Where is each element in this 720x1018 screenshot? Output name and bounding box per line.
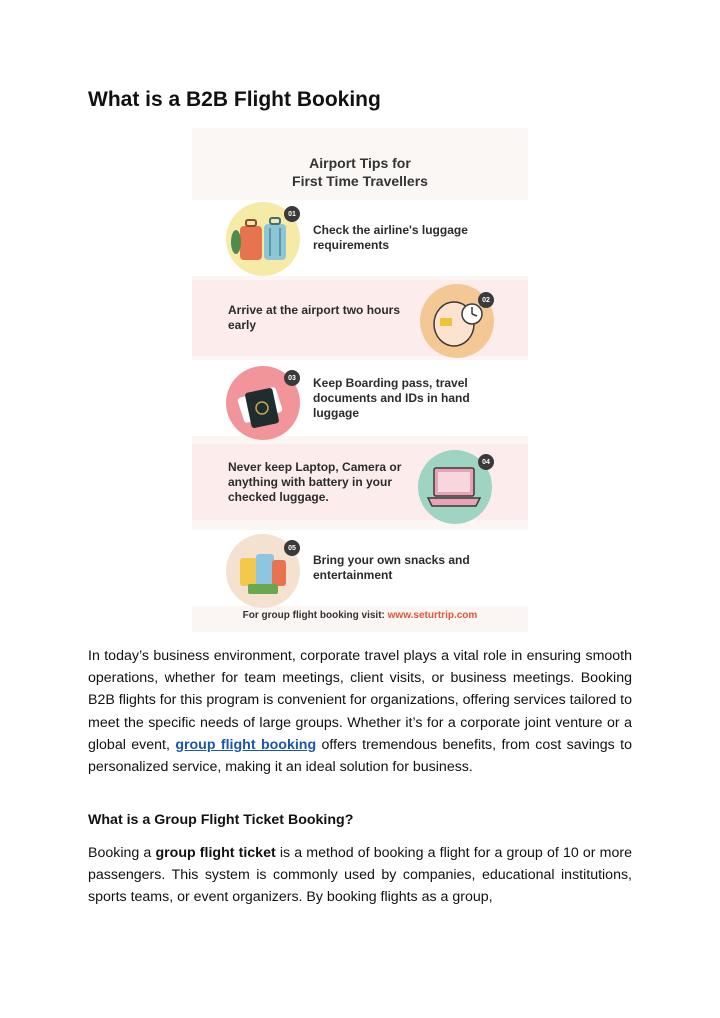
paragraph-text: is a method of booking a flight for a group of 10 or more passengers. This system is commonly used by companies, educational institutions, sports teams, or event organizers. By booking flights as a group, <box>88 845 632 906</box>
group-booking-paragraph <box>88 842 632 909</box>
airport-tips-infographic <box>192 128 528 632</box>
footer-url: www.seturtrip.com <box>387 610 478 621</box>
intro-paragraph <box>88 645 632 778</box>
paragraph-text: offers tremendous benefits, from cost savings to personalized service, making it an ideal solution for business. <box>88 736 632 776</box>
paragraph-text: Booking a <box>88 845 156 861</box>
tip-number-badge: 01 <box>284 206 300 222</box>
tip-row-5 <box>192 530 528 606</box>
tip-text: Check the airline's luggage requirements <box>313 223 468 252</box>
page-title: What is a B2B Flight Booking <box>88 88 381 111</box>
group-flight-booking-link[interactable]: group flight booking <box>175 736 317 753</box>
tip-text: Bring your own snacks and entertainment <box>313 553 470 582</box>
tip-number-badge: 05 <box>284 540 300 556</box>
bold-term: group flight ticket <box>155 845 276 861</box>
tip-text: Keep Boarding pass, travel documents and IDs in hand luggage <box>313 375 470 420</box>
footer-label: For group flight booking visit: <box>242 610 388 621</box>
tip-row-1 <box>192 200 528 276</box>
tip-row-4 <box>192 444 528 520</box>
paragraph-text: In today’s business environment, corporate travel plays a vital role in ensuring smooth operations, whether for team meetings, client visits, or business meetings. Booking B2B flights for this program is convenient for organizations, offering services tailored to meet the specific needs of large groups. Whether it’s for a corporate joint venture or a global event, <box>88 648 632 753</box>
tip-text: Never keep Laptop, Camera or anything with battery in your checked luggage. <box>228 459 402 504</box>
tip-number-badge: 02 <box>478 292 494 308</box>
infographic-heading: Airport Tips for First Time Travellers <box>292 155 428 189</box>
tip-number-badge: 04 <box>478 454 494 470</box>
tip-text: Arrive at the airport two hours early <box>228 303 401 332</box>
tip-number-badge: 03 <box>284 370 300 386</box>
section-heading: What is a Group Flight Ticket Booking? <box>88 812 354 828</box>
infographic-header <box>192 128 528 200</box>
tip-row-2 <box>192 280 528 356</box>
tip-row-3 <box>192 360 528 436</box>
infographic-footer <box>192 610 528 621</box>
